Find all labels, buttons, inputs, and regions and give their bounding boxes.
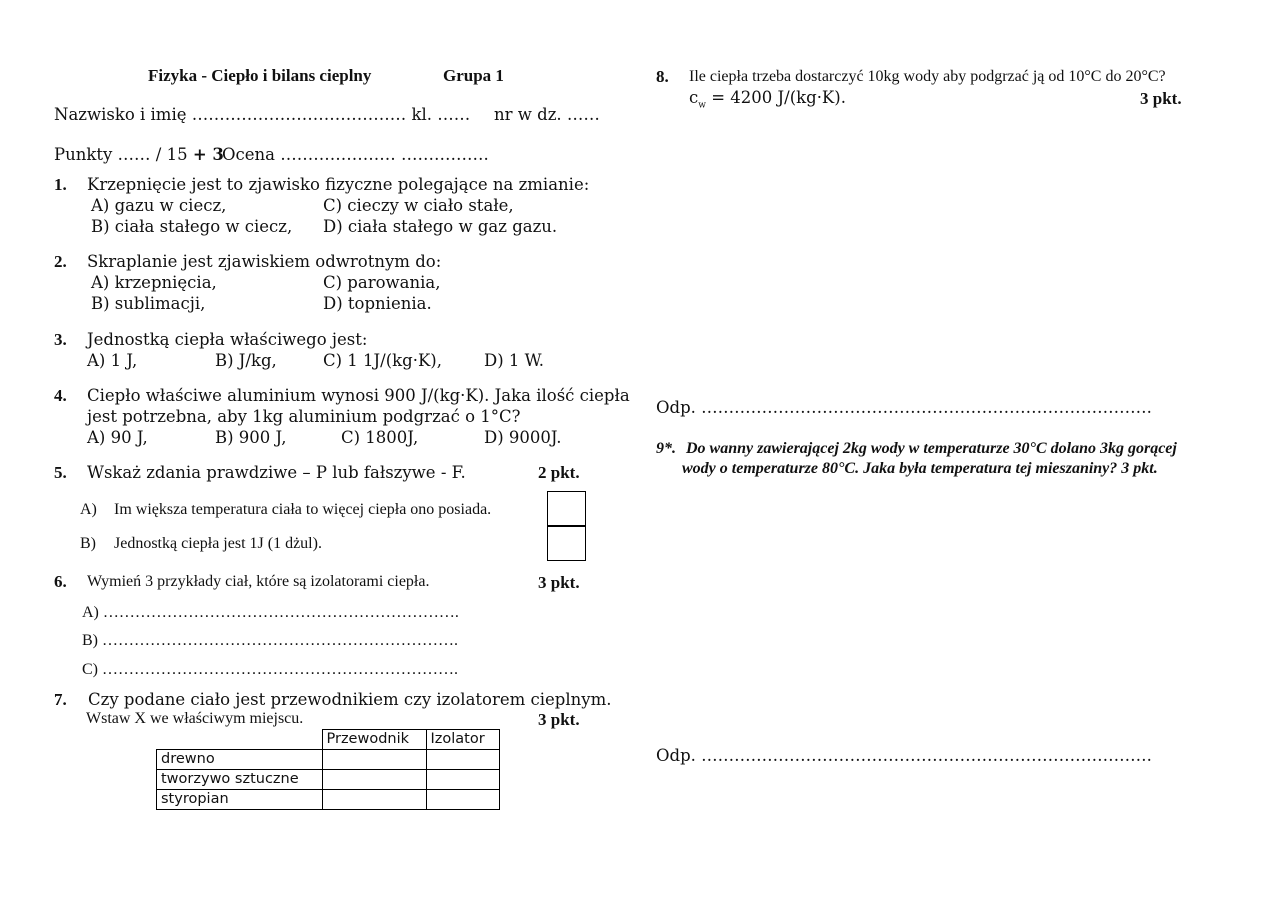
q5-text: Wskaż zdania prawdziwe – P lub fałszywe - F.: [87, 463, 466, 482]
q4-number: 4.: [54, 386, 67, 405]
q8-cw-value: = 4200 J/(kg·K).: [705, 88, 846, 107]
q2-option-c: C) parowania,: [323, 273, 441, 292]
q7-cell-insulator[interactable]: [426, 750, 499, 770]
points-prefix: Punkty …… / 15: [54, 145, 188, 164]
q7-number: 7.: [54, 690, 67, 709]
q8-cw-line: [689, 88, 846, 110]
q3-text: Jednostką ciepła właściwego jest:: [87, 330, 368, 349]
q1-number: 1.: [54, 175, 67, 194]
q7-text: Czy podane ciało jest przewodnikiem czy izolatorem cieplnym.: [88, 690, 612, 709]
q7-cell-insulator[interactable]: [426, 770, 499, 790]
q5-b-label: B): [80, 535, 96, 552]
q1-option-b: B) ciała stałego w ciecz,: [91, 217, 293, 236]
q9-answer-line[interactable]: Odp. ……………………………………………………………………….: [656, 746, 1152, 765]
q8-cw-subscript: w: [698, 100, 706, 111]
points-line: [54, 145, 224, 164]
q4-option-d: D) 9000J.: [484, 428, 562, 447]
q7-col-insulator: Izolator: [426, 730, 499, 750]
q8-cw-symbol: c: [689, 88, 699, 107]
q5-a-label: A): [80, 501, 97, 518]
q6-answer-a[interactable]: A) ………………………………………………………….: [82, 604, 459, 621]
page-title: Fizyka - Ciepło i bilans cieplny: [148, 66, 372, 85]
points-bonus: + 3: [192, 145, 224, 164]
q7-cell-conductor[interactable]: [322, 750, 426, 770]
q5-b-text: Jednostką ciepła jest 1J (1 dżul).: [114, 535, 322, 552]
q7-cell-insulator[interactable]: [426, 790, 499, 810]
q3-option-d: D) 1 W.: [484, 351, 544, 370]
q4-line2: jest potrzebna, aby 1kg aluminium podgrzać o 1°C?: [87, 407, 521, 426]
q7-cell-conductor[interactable]: [322, 770, 426, 790]
q5-number: 5.: [54, 463, 67, 482]
q7-table: [156, 729, 500, 810]
q2-text: Skraplanie jest zjawiskiem odwrotnym do:: [87, 252, 442, 271]
q1-option-c: C) cieczy w ciało stałe,: [323, 196, 514, 215]
q7-instruction: Wstaw X we właściwym miejscu.: [86, 710, 304, 727]
q3-number: 3.: [54, 330, 67, 349]
q4-option-c: C) 1800J,: [341, 428, 419, 447]
q9-line2: wody o temperaturze 80°C. Jaka była temperatura tej mieszaniny? 3 pkt.: [682, 460, 1158, 477]
q5-points: 2 pkt.: [538, 463, 580, 482]
q8-answer-line[interactable]: Odp. ……………………………………………………………………….: [656, 398, 1152, 417]
q7-cell-conductor[interactable]: [322, 790, 426, 810]
q8-number: 8.: [656, 67, 669, 86]
q7-table-corner: [157, 730, 323, 750]
q4-line1: Ciepło właściwe aluminium wynosi 900 J/(kg·K). Jaka ilość ciepła: [87, 386, 630, 405]
q8-points: 3 pkt.: [1140, 89, 1182, 108]
q3-option-b: B) J/kg,: [215, 351, 277, 370]
q2-option-d: D) topnienia.: [323, 294, 432, 313]
q2-number: 2.: [54, 252, 67, 271]
q6-number: 6.: [54, 572, 67, 591]
q3-option-c: C) 1 1J/(kg·K),: [323, 351, 442, 370]
q7-points: 3 pkt.: [538, 710, 580, 729]
q4-option-b: B) 900 J,: [215, 428, 287, 447]
q1-text: Krzepnięcie jest to zjawisko fizyczne polegające na zmianie:: [87, 175, 590, 194]
q2-option-a: A) krzepnięcia,: [91, 273, 217, 292]
q7-col-conductor: Przewodnik: [322, 730, 426, 750]
nr-line: nr w dz. ……: [494, 105, 600, 124]
q6-answer-b[interactable]: B) ………………………………………………………….: [82, 632, 458, 649]
q5-b-answer-box[interactable]: [547, 525, 586, 561]
table-row: [157, 770, 500, 790]
q6-points: 3 pkt.: [538, 573, 580, 592]
table-row: [157, 790, 500, 810]
q9-line1: Do wanny zawierającej 2kg wody w temperaturze 30°C dolano 3kg gorącej: [686, 440, 1177, 457]
q7-row-label: tworzywo sztuczne: [157, 770, 323, 790]
q7-table-header: [157, 730, 500, 750]
table-row: [157, 750, 500, 770]
q6-text: Wymień 3 przykłady ciał, które są izolatorami ciepła.: [87, 573, 430, 590]
q5-a-text: Im większa temperatura ciała to więcej ciepła ono posiada.: [114, 501, 492, 518]
q6-answer-c[interactable]: C) ………………………………………………………….: [82, 661, 458, 678]
q1-option-d: D) ciała stałego w gaz gazu.: [323, 217, 558, 236]
q8-text: Ile ciepła trzeba dostarczyć 10kg wody aby podgrzać ją od 10°C do 20°C?: [689, 68, 1166, 85]
q3-option-a: A) 1 J,: [87, 351, 138, 370]
grade-line: Ocena ………………… …………….: [222, 145, 489, 164]
q7-row-label: drewno: [157, 750, 323, 770]
q5-a-answer-box[interactable]: [547, 491, 586, 527]
name-line: Nazwisko i imię ………………………………… kl. ……: [54, 105, 471, 124]
q7-row-label: styropian: [157, 790, 323, 810]
q4-option-a: A) 90 J,: [87, 428, 148, 447]
q9-number: 9*.: [656, 440, 676, 457]
q1-option-a: A) gazu w ciecz,: [91, 196, 227, 215]
group-label: Grupa 1: [443, 66, 504, 85]
q2-option-b: B) sublimacji,: [91, 294, 206, 313]
